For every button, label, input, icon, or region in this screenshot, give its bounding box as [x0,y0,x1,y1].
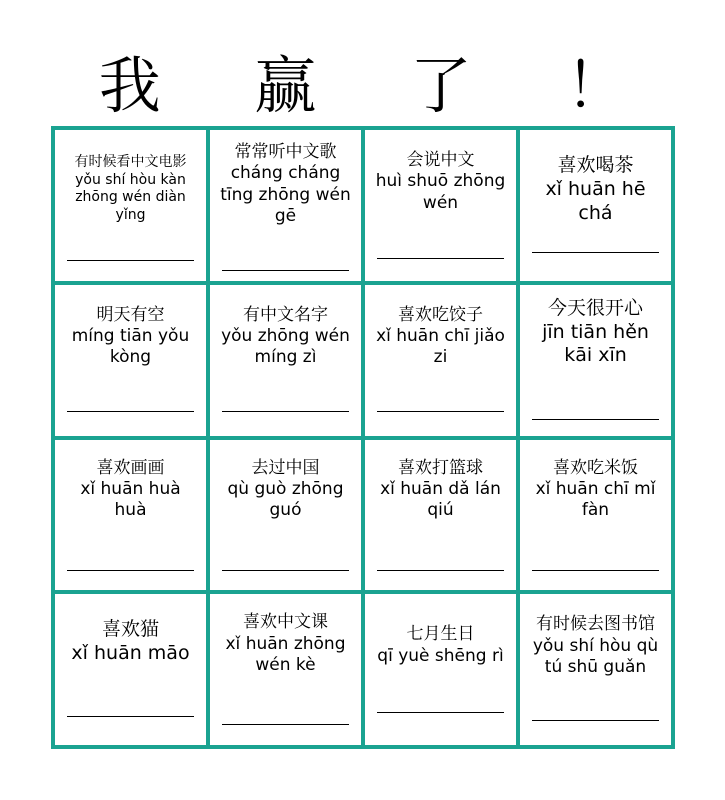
cell-pinyin: xǐ huān māo [71,642,190,664]
cell-pinyin: xǐ huān huà huà [80,478,181,520]
cell-pinyin: yǒu zhōng wén míng zì [221,326,350,368]
cell-text [528,614,663,678]
bingo-cell[interactable] [55,440,206,591]
cell-chinese: 有中文名字 [243,304,328,325]
signature-line [67,716,194,717]
cell-chinese: 会说中文 [406,150,475,170]
cell-chinese: 喜欢喝茶 [557,154,634,176]
signature-line [67,411,194,412]
cell-chinese: 喜欢猫 [101,618,159,641]
cell-text [373,458,508,522]
cell-pinyin: yǒu shí hòu qù tú shū guǎn [532,635,659,677]
bingo-cell[interactable] [210,594,361,745]
title-char: ！ [565,49,628,122]
cell-pinyin: huì shuō zhōng wén [375,171,506,213]
cell-chinese: 明天有空 [96,304,165,325]
cell-chinese: 喜欢画画 [96,457,165,478]
bingo-cell[interactable] [55,594,206,745]
cell-text [63,458,198,522]
cell-chinese: 喜欢打篮球 [398,457,483,478]
cell-pinyin: xǐ huān hē chá [545,177,646,224]
title-char: 了 [409,49,472,122]
signature-line [222,570,349,571]
signature-line [67,260,194,261]
signature-line [532,720,659,721]
signature-line [377,570,504,571]
cell-pinyin: xǐ huān chī mǐ fàn [535,478,656,520]
cell-pinyin: qù guò zhōng guó [227,478,344,520]
cell-text [218,612,353,676]
cell-pinyin: míng tiān yǒu kòng [71,326,190,368]
cell-chinese: 喜欢中文课 [243,612,328,633]
signature-line [532,252,659,253]
bingo-cell[interactable] [520,594,671,745]
cell-chinese: 七月生日 [406,624,475,645]
cell-chinese: 去过中国 [251,457,320,478]
cell-chinese: 喜欢吃米饭 [553,457,638,478]
signature-line [67,570,194,571]
cell-pinyin: cháng cháng tīng zhōng wén gē [220,163,351,226]
cell-pinyin: qī yuè shēng rì [377,645,504,666]
signature-line [377,258,504,259]
bingo-cell[interactable] [365,285,516,436]
cell-pinyin: yǒu shí hòu kàn zhōng wén diàn yǐng [75,171,186,223]
cell-text [528,458,663,522]
signature-line [222,724,349,725]
signature-line [222,411,349,412]
title-char: 赢 [254,49,317,122]
bingo-cell[interactable] [365,130,516,281]
bingo-cell[interactable] [210,285,361,436]
bingo-cell[interactable] [365,594,516,745]
bingo-cell[interactable] [210,440,361,591]
cell-pinyin: jīn tiān hěn kāi xīn [542,320,649,367]
cell-text [373,624,508,667]
bingo-cell[interactable] [520,130,671,281]
signature-line [377,411,504,412]
cell-text [63,154,198,224]
bingo-cell[interactable] [520,440,671,591]
cell-text [218,142,353,227]
cell-pinyin: xǐ huān zhōng wén kè [225,633,346,675]
cell-chinese: 今天很开心 [547,296,643,319]
signature-line [377,712,504,713]
cell-text [373,150,508,214]
cell-text [528,154,663,225]
signature-line [532,570,659,571]
bingo-cell[interactable] [365,440,516,591]
cell-chinese: 有时候看中文电影 [74,154,187,170]
title-char: 我 [98,49,161,122]
cell-text [528,297,663,368]
cell-pinyin: xǐ huān chī jiǎo zi [376,326,505,368]
cell-pinyin: xǐ huān dǎ lán qiú [380,478,501,520]
signature-line [532,419,659,420]
cell-chinese: 有时候去图书馆 [536,614,655,635]
bingo-cell[interactable] [55,285,206,436]
cell-text [373,305,508,369]
signature-line [222,270,349,271]
bingo-title [52,46,674,126]
cell-chinese: 喜欢吃饺子 [398,304,483,325]
bingo-cell[interactable] [520,285,671,436]
cell-text [63,305,198,369]
bingo-cell[interactable] [210,130,361,281]
cell-text [218,305,353,369]
cell-text [218,458,353,522]
cell-text [63,618,198,666]
bingo-cell[interactable] [55,130,206,281]
bingo-grid [51,126,675,749]
cell-chinese: 常常听中文歌 [234,142,337,162]
